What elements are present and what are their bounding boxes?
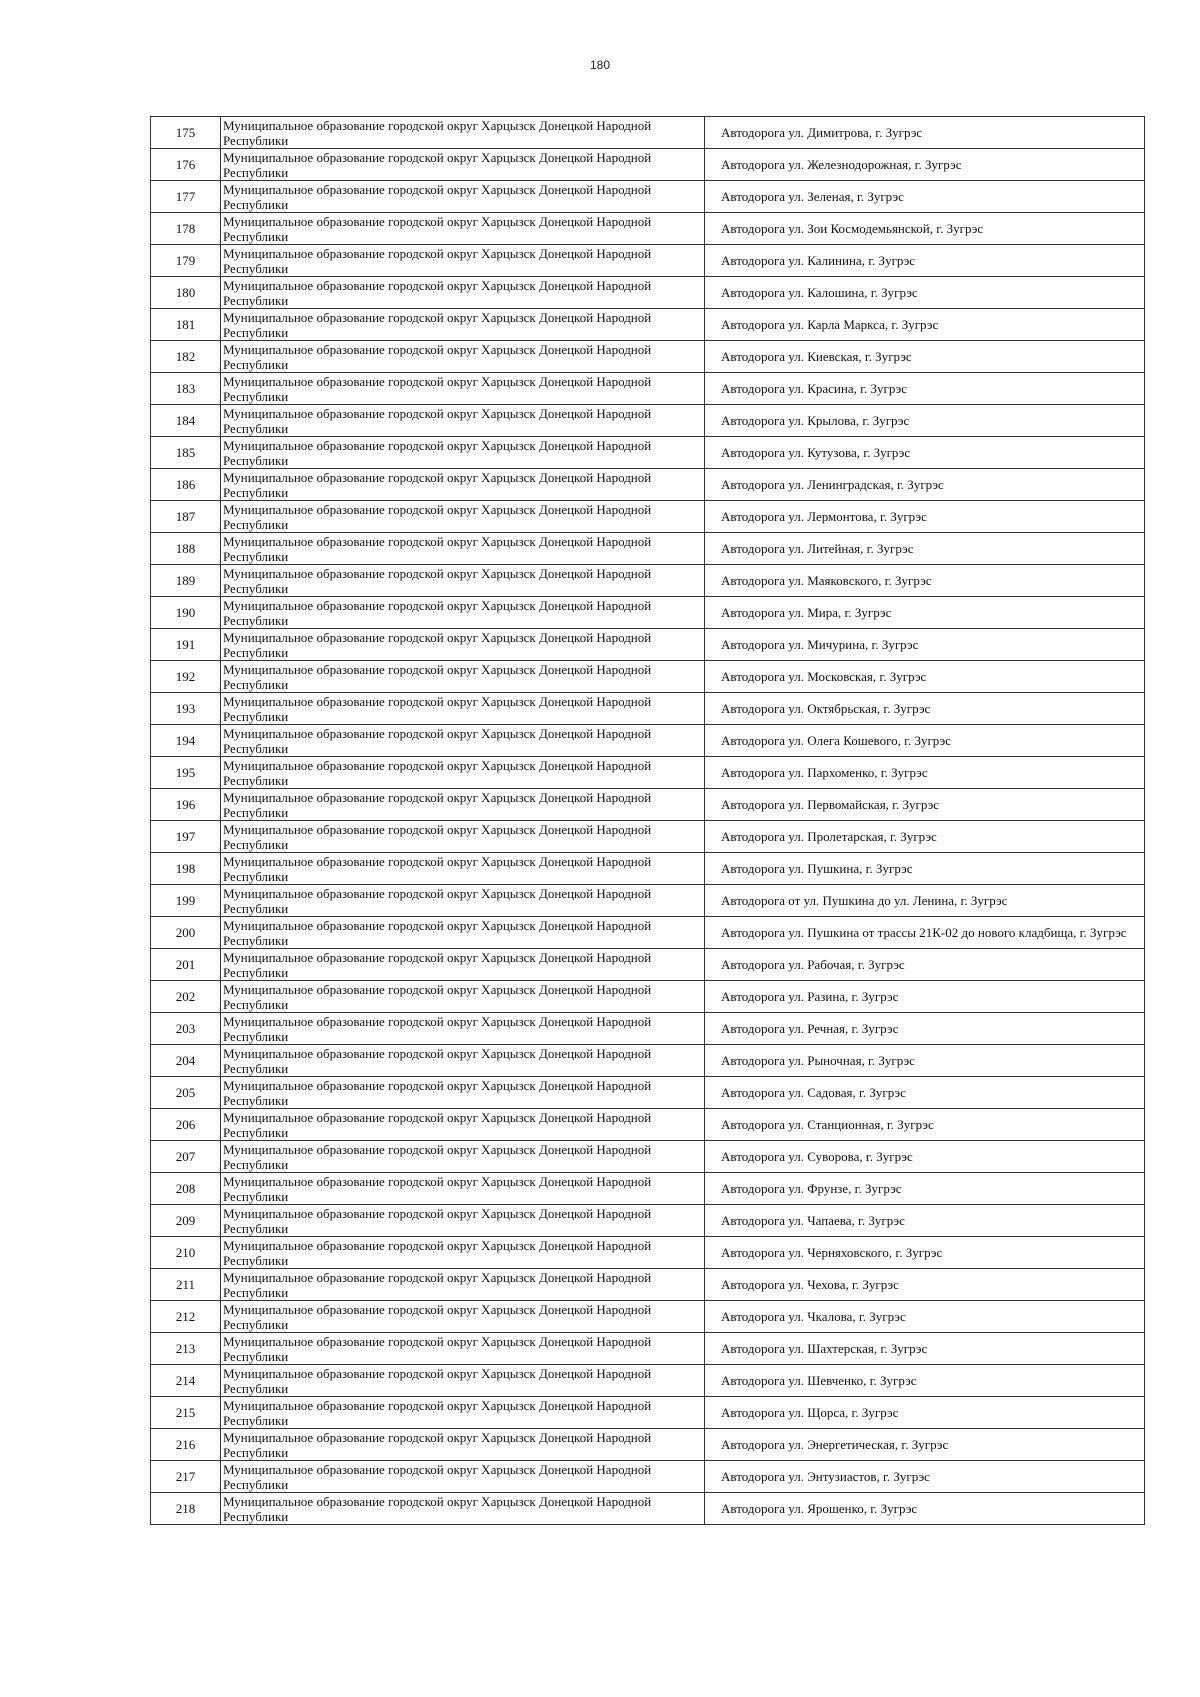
owner-line-2: Республики (223, 548, 289, 564)
owner-line-1: Муниципальное образование городской округ Харцызск Донецкой Народной (223, 501, 652, 517)
row-number: 189 (151, 565, 221, 597)
table-row (151, 533, 1145, 565)
owner-line-1: Муниципальное образование городской округ Харцызск Донецкой Народной (223, 437, 652, 453)
owner-line-1: Муниципальное образование городской округ Харцызск Донецкой Народной (223, 661, 652, 677)
road-name: Автодорога ул. Пролетарская, г. Зугрэс (705, 821, 1145, 853)
owner-line-2: Республики (223, 292, 289, 308)
owner-cell (221, 245, 705, 277)
owner-line-2: Республики (223, 1028, 289, 1044)
owner-line-2: Республики (223, 772, 289, 788)
owner-line-2: Республики (223, 740, 289, 756)
owner-line-1: Муниципальное образование городской округ Харцызск Донецкой Народной (223, 405, 652, 421)
owner-line-1: Муниципальное образование городской округ Харцызск Донецкой Народной (223, 1173, 652, 1189)
row-number: 182 (151, 341, 221, 373)
road-name: Автодорога ул. Шахтерская, г. Зугрэс (705, 1333, 1145, 1365)
owner-line-1: Муниципальное образование городской округ Харцызск Донецкой Народной (223, 981, 652, 997)
table-row (151, 341, 1145, 373)
owner-line-2: Республики (223, 484, 289, 500)
owner-cell (221, 181, 705, 213)
table-row (151, 725, 1145, 757)
row-number: 218 (151, 1493, 221, 1525)
owner-line-1: Муниципальное образование городской округ Харцызск Донецкой Народной (223, 1109, 652, 1125)
owner-line-1: Муниципальное образование городской округ Харцызск Донецкой Народной (223, 949, 652, 965)
road-name: Автодорога от ул. Пушкина до ул. Ленина, г. Зугрэс (705, 885, 1145, 917)
road-name: Автодорога ул. Чкалова, г. Зугрэс (705, 1301, 1145, 1333)
road-name: Автодорога ул. Зеленая, г. Зугрэс (705, 181, 1145, 213)
owner-cell (221, 1173, 705, 1205)
road-name: Автодорога ул. Чапаева, г. Зугрэс (705, 1205, 1145, 1237)
owner-cell (221, 533, 705, 565)
row-number: 191 (151, 629, 221, 661)
owner-line-2: Республики (223, 388, 289, 404)
owner-cell (221, 1301, 705, 1333)
owner-line-2: Республики (223, 1188, 289, 1204)
owner-line-2: Республики (223, 580, 289, 596)
owner-line-1: Муниципальное образование городской округ Харцызск Донецкой Народной (223, 1301, 652, 1317)
row-number: 187 (151, 501, 221, 533)
owner-line-1: Муниципальное образование городской округ Харцызск Донецкой Народной (223, 469, 652, 485)
owner-line-2: Республики (223, 1124, 289, 1140)
row-number: 203 (151, 1013, 221, 1045)
row-number: 180 (151, 277, 221, 309)
owner-line-1: Муниципальное образование городской округ Харцызск Донецкой Народной (223, 1077, 652, 1093)
road-name: Автодорога ул. Ярошенко, г. Зугрэс (705, 1493, 1145, 1525)
row-number: 197 (151, 821, 221, 853)
road-name: Автодорога ул. Мира, г. Зугрэс (705, 597, 1145, 629)
registry-body (151, 117, 1145, 1525)
owner-line-1: Муниципальное образование городской округ Харцызск Донецкой Народной (223, 1429, 652, 1445)
row-number: 208 (151, 1173, 221, 1205)
table-row (151, 1173, 1145, 1205)
row-number: 193 (151, 693, 221, 725)
owner-cell (221, 1269, 705, 1301)
road-name: Автодорога ул. Калошина, г. Зугрэс (705, 277, 1145, 309)
owner-line-1: Муниципальное образование городской округ Харцызск Донецкой Народной (223, 693, 652, 709)
owner-cell (221, 341, 705, 373)
owner-line-2: Республики (223, 932, 289, 948)
road-name: Автодорога ул. Садовая, г. Зугрэс (705, 1077, 1145, 1109)
owner-line-2: Республики (223, 708, 289, 724)
table-row (151, 309, 1145, 341)
row-number: 179 (151, 245, 221, 277)
owner-line-2: Республики (223, 1380, 289, 1396)
table-row (151, 661, 1145, 693)
owner-cell (221, 949, 705, 981)
row-number: 192 (151, 661, 221, 693)
owner-line-2: Республики (223, 196, 289, 212)
owner-cell (221, 1141, 705, 1173)
owner-line-1: Муниципальное образование городской округ Харцызск Донецкой Народной (223, 309, 652, 325)
row-number: 176 (151, 149, 221, 181)
owner-cell (221, 597, 705, 629)
road-name: Автодорога ул. Московская, г. Зугрэс (705, 661, 1145, 693)
table-row (151, 1205, 1145, 1237)
road-name: Автодорога ул. Станционная, г. Зугрэс (705, 1109, 1145, 1141)
owner-line-1: Муниципальное образование городской округ Харцызск Донецкой Народной (223, 1141, 652, 1157)
owner-cell (221, 437, 705, 469)
table-row (151, 405, 1145, 437)
owner-line-2: Республики (223, 164, 289, 180)
page-number: 180 (589, 58, 611, 72)
row-number: 202 (151, 981, 221, 1013)
owner-cell (221, 405, 705, 437)
owner-cell (221, 501, 705, 533)
owner-line-2: Республики (223, 676, 289, 692)
road-name: Автодорога ул. Железнодорожная, г. Зугрэс (705, 149, 1145, 181)
road-name: Автодорога ул. Пушкина от трассы 21К-02 до нового кладбища, г. Зугрэс (705, 917, 1145, 949)
owner-line-2: Республики (223, 804, 289, 820)
road-name: Автодорога ул. Речная, г. Зугрэс (705, 1013, 1145, 1045)
table-row (151, 917, 1145, 949)
road-name: Автодорога ул. Фрунзе, г. Зугрэс (705, 1173, 1145, 1205)
owner-cell (221, 725, 705, 757)
road-name: Автодорога ул. Мичурина, г. Зугрэс (705, 629, 1145, 661)
owner-line-2: Республики (223, 1348, 289, 1364)
owner-line-2: Республики (223, 228, 289, 244)
owner-line-2: Республики (223, 1092, 289, 1108)
owner-line-1: Муниципальное образование городской округ Харцызск Донецкой Народной (223, 181, 652, 197)
table-row (151, 565, 1145, 597)
table-row (151, 597, 1145, 629)
table-row (151, 1109, 1145, 1141)
owner-line-2: Республики (223, 324, 289, 340)
owner-line-2: Республики (223, 1284, 289, 1300)
owner-line-2: Республики (223, 132, 289, 148)
road-name: Автодорога ул. Киевская, г. Зугрэс (705, 341, 1145, 373)
row-number: 201 (151, 949, 221, 981)
owner-cell (221, 1461, 705, 1493)
owner-line-2: Республики (223, 260, 289, 276)
table-row (151, 629, 1145, 661)
owner-line-2: Республики (223, 356, 289, 372)
owner-line-1: Муниципальное образование городской округ Харцызск Донецкой Народной (223, 1493, 652, 1509)
table-row (151, 1013, 1145, 1045)
road-name: Автодорога ул. Щорса, г. Зугрэс (705, 1397, 1145, 1429)
row-number: 205 (151, 1077, 221, 1109)
owner-cell (221, 853, 705, 885)
row-number: 214 (151, 1365, 221, 1397)
road-registry-table (150, 116, 1145, 1525)
owner-cell (221, 1109, 705, 1141)
owner-cell (221, 661, 705, 693)
owner-cell (221, 373, 705, 405)
owner-line-2: Республики (223, 1476, 289, 1492)
owner-line-2: Республики (223, 612, 289, 628)
owner-line-1: Муниципальное образование городской округ Харцызск Донецкой Народной (223, 885, 652, 901)
owner-cell (221, 693, 705, 725)
row-number: 209 (151, 1205, 221, 1237)
table-row (151, 885, 1145, 917)
owner-cell (221, 213, 705, 245)
owner-cell (221, 469, 705, 501)
row-number: 184 (151, 405, 221, 437)
owner-line-1: Муниципальное образование городской округ Харцызск Донецкой Народной (223, 373, 652, 389)
table-row (151, 1365, 1145, 1397)
owner-line-1: Муниципальное образование городской округ Харцызск Донецкой Народной (223, 1365, 652, 1381)
table-row (151, 1077, 1145, 1109)
owner-cell (221, 629, 705, 661)
owner-cell (221, 981, 705, 1013)
owner-line-1: Муниципальное образование городской округ Харцызск Донецкой Народной (223, 1237, 652, 1253)
road-name: Автодорога ул. Красина, г. Зугрэс (705, 373, 1145, 405)
owner-line-2: Республики (223, 900, 289, 916)
owner-line-1: Муниципальное образование городской округ Харцызск Донецкой Народной (223, 853, 652, 869)
row-number: 196 (151, 789, 221, 821)
owner-line-2: Республики (223, 1156, 289, 1172)
road-name: Автодорога ул. Черняховского, г. Зугрэс (705, 1237, 1145, 1269)
owner-line-1: Муниципальное образование городской округ Харцызск Донецкой Народной (223, 725, 652, 741)
road-name: Автодорога ул. Разина, г. Зугрэс (705, 981, 1145, 1013)
owner-line-2: Республики (223, 452, 289, 468)
owner-line-2: Республики (223, 868, 289, 884)
row-number: 207 (151, 1141, 221, 1173)
row-number: 210 (151, 1237, 221, 1269)
table-row (151, 949, 1145, 981)
table-row (151, 213, 1145, 245)
owner-cell (221, 1365, 705, 1397)
table-row (151, 789, 1145, 821)
row-number: 213 (151, 1333, 221, 1365)
owner-cell (221, 1045, 705, 1077)
owner-line-1: Муниципальное образование городской округ Харцызск Донецкой Народной (223, 1269, 652, 1285)
owner-cell (221, 565, 705, 597)
owner-line-1: Муниципальное образование городской округ Харцызск Донецкой Народной (223, 1461, 652, 1477)
owner-cell (221, 1429, 705, 1461)
road-name: Автодорога ул. Карла Маркса, г. Зугрэс (705, 309, 1145, 341)
owner-line-1: Муниципальное образование городской округ Харцызск Донецкой Народной (223, 917, 652, 933)
road-name: Автодорога ул. Олега Кошевого, г. Зугрэс (705, 725, 1145, 757)
table-row (151, 1141, 1145, 1173)
table-row (151, 1269, 1145, 1301)
row-number: 175 (151, 117, 221, 149)
owner-line-2: Республики (223, 1412, 289, 1428)
owner-cell (221, 1077, 705, 1109)
row-number: 216 (151, 1429, 221, 1461)
row-number: 204 (151, 1045, 221, 1077)
owner-cell (221, 277, 705, 309)
owner-line-1: Муниципальное образование городской округ Харцызск Донецкой Народной (223, 117, 652, 133)
owner-line-1: Муниципальное образование городской округ Харцызск Донецкой Народной (223, 1333, 652, 1349)
road-name: Автодорога ул. Маяковского, г. Зугрэс (705, 565, 1145, 597)
table-row (151, 245, 1145, 277)
road-name: Автодорога ул. Шевченко, г. Зугрэс (705, 1365, 1145, 1397)
owner-line-1: Муниципальное образование городской округ Харцызск Донецкой Народной (223, 245, 652, 261)
road-name: Автодорога ул. Октябрьская, г. Зугрэс (705, 693, 1145, 725)
row-number: 195 (151, 757, 221, 789)
road-name: Автодорога ул. Литейная, г. Зугрэс (705, 533, 1145, 565)
row-number: 178 (151, 213, 221, 245)
road-name: Автодорога ул. Энергетическая, г. Зугрэс (705, 1429, 1145, 1461)
row-number: 198 (151, 853, 221, 885)
table-row (151, 469, 1145, 501)
row-number: 186 (151, 469, 221, 501)
road-name: Автодорога ул. Первомайская, г. Зугрэс (705, 789, 1145, 821)
owner-line-1: Муниципальное образование городской округ Харцызск Донецкой Народной (223, 565, 652, 581)
table-row (151, 757, 1145, 789)
owner-line-1: Муниципальное образование городской округ Харцызск Донецкой Народной (223, 149, 652, 165)
owner-cell (221, 821, 705, 853)
table-row (151, 501, 1145, 533)
owner-cell (221, 757, 705, 789)
owner-cell (221, 789, 705, 821)
table-row (151, 1461, 1145, 1493)
table-row (151, 181, 1145, 213)
road-name: Автодорога ул. Чехова, г. Зугрэс (705, 1269, 1145, 1301)
row-number: 194 (151, 725, 221, 757)
owner-cell (221, 1237, 705, 1269)
owner-line-2: Республики (223, 1508, 289, 1524)
owner-line-1: Муниципальное образование городской округ Харцызск Донецкой Народной (223, 1205, 652, 1221)
road-name: Автодорога ул. Пархоменко, г. Зугрэс (705, 757, 1145, 789)
road-name: Автодорога ул. Ленинградская, г. Зугрэс (705, 469, 1145, 501)
owner-line-1: Муниципальное образование городской округ Харцызск Донецкой Народной (223, 1045, 652, 1061)
owner-line-2: Республики (223, 420, 289, 436)
row-number: 215 (151, 1397, 221, 1429)
row-number: 185 (151, 437, 221, 469)
owner-cell (221, 309, 705, 341)
table-row (151, 117, 1145, 149)
road-name: Автодорога ул. Зои Космодемьянской, г. Зугрэс (705, 213, 1145, 245)
table-row (151, 437, 1145, 469)
table-row (151, 1429, 1145, 1461)
row-number: 206 (151, 1109, 221, 1141)
owner-cell (221, 1333, 705, 1365)
table-row (151, 149, 1145, 181)
road-name: Автодорога ул. Рыночная, г. Зугрэс (705, 1045, 1145, 1077)
owner-line-2: Республики (223, 1220, 289, 1236)
table-row (151, 1237, 1145, 1269)
row-number: 183 (151, 373, 221, 405)
owner-cell (221, 917, 705, 949)
row-number: 190 (151, 597, 221, 629)
owner-line-2: Республики (223, 1316, 289, 1332)
owner-cell (221, 1205, 705, 1237)
owner-line-1: Муниципальное образование городской округ Харцызск Донецкой Народной (223, 533, 652, 549)
owner-cell (221, 1013, 705, 1045)
row-number: 199 (151, 885, 221, 917)
owner-line-2: Республики (223, 964, 289, 980)
road-name: Автодорога ул. Суворова, г. Зугрэс (705, 1141, 1145, 1173)
row-number: 211 (151, 1269, 221, 1301)
table-row (151, 1045, 1145, 1077)
table-row (151, 1493, 1145, 1525)
table-row (151, 981, 1145, 1013)
owner-cell (221, 117, 705, 149)
row-number: 212 (151, 1301, 221, 1333)
table-row (151, 277, 1145, 309)
owner-line-2: Республики (223, 836, 289, 852)
road-name: Автодорога ул. Калинина, г. Зугрэс (705, 245, 1145, 277)
road-name: Автодорога ул. Лермонтова, г. Зугрэс (705, 501, 1145, 533)
road-name: Автодорога ул. Крылова, г. Зугрэс (705, 405, 1145, 437)
owner-line-1: Муниципальное образование городской округ Харцызск Донецкой Народной (223, 597, 652, 613)
owner-line-2: Республики (223, 1444, 289, 1460)
road-name: Автодорога ул. Димитрова, г. Зугрэс (705, 117, 1145, 149)
owner-line-2: Республики (223, 996, 289, 1012)
table-row (151, 373, 1145, 405)
owner-line-1: Муниципальное образование городской округ Харцызск Донецкой Народной (223, 789, 652, 805)
owner-line-1: Муниципальное образование городской округ Харцызск Донецкой Народной (223, 1397, 652, 1413)
owner-cell (221, 149, 705, 181)
owner-cell (221, 1397, 705, 1429)
table-row (151, 693, 1145, 725)
owner-line-1: Муниципальное образование городской округ Харцызск Донецкой Народной (223, 629, 652, 645)
table-row (151, 1397, 1145, 1429)
owner-line-2: Республики (223, 516, 289, 532)
owner-line-1: Муниципальное образование городской округ Харцызск Донецкой Народной (223, 341, 652, 357)
road-name: Автодорога ул. Кутузова, г. Зугрэс (705, 437, 1145, 469)
road-name: Автодорога ул. Пушкина, г. Зугрэс (705, 853, 1145, 885)
owner-line-2: Республики (223, 644, 289, 660)
owner-cell (221, 1493, 705, 1525)
owner-line-1: Муниципальное образование городской округ Харцызск Донецкой Народной (223, 213, 652, 229)
owner-line-1: Муниципальное образование городской округ Харцызск Донецкой Народной (223, 277, 652, 293)
row-number: 217 (151, 1461, 221, 1493)
row-number: 181 (151, 309, 221, 341)
table-row (151, 1301, 1145, 1333)
table-row (151, 853, 1145, 885)
road-name: Автодорога ул. Рабочая, г. Зугрэс (705, 949, 1145, 981)
row-number: 177 (151, 181, 221, 213)
road-name: Автодорога ул. Энтузиастов, г. Зугрэс (705, 1461, 1145, 1493)
table-row (151, 821, 1145, 853)
table-row (151, 1333, 1145, 1365)
owner-line-1: Муниципальное образование городской округ Харцызск Донецкой Народной (223, 1013, 652, 1029)
owner-cell (221, 885, 705, 917)
row-number: 188 (151, 533, 221, 565)
owner-line-2: Республики (223, 1060, 289, 1076)
owner-line-1: Муниципальное образование городской округ Харцызск Донецкой Народной (223, 757, 652, 773)
row-number: 200 (151, 917, 221, 949)
owner-line-1: Муниципальное образование городской округ Харцызск Донецкой Народной (223, 821, 652, 837)
owner-line-2: Республики (223, 1252, 289, 1268)
